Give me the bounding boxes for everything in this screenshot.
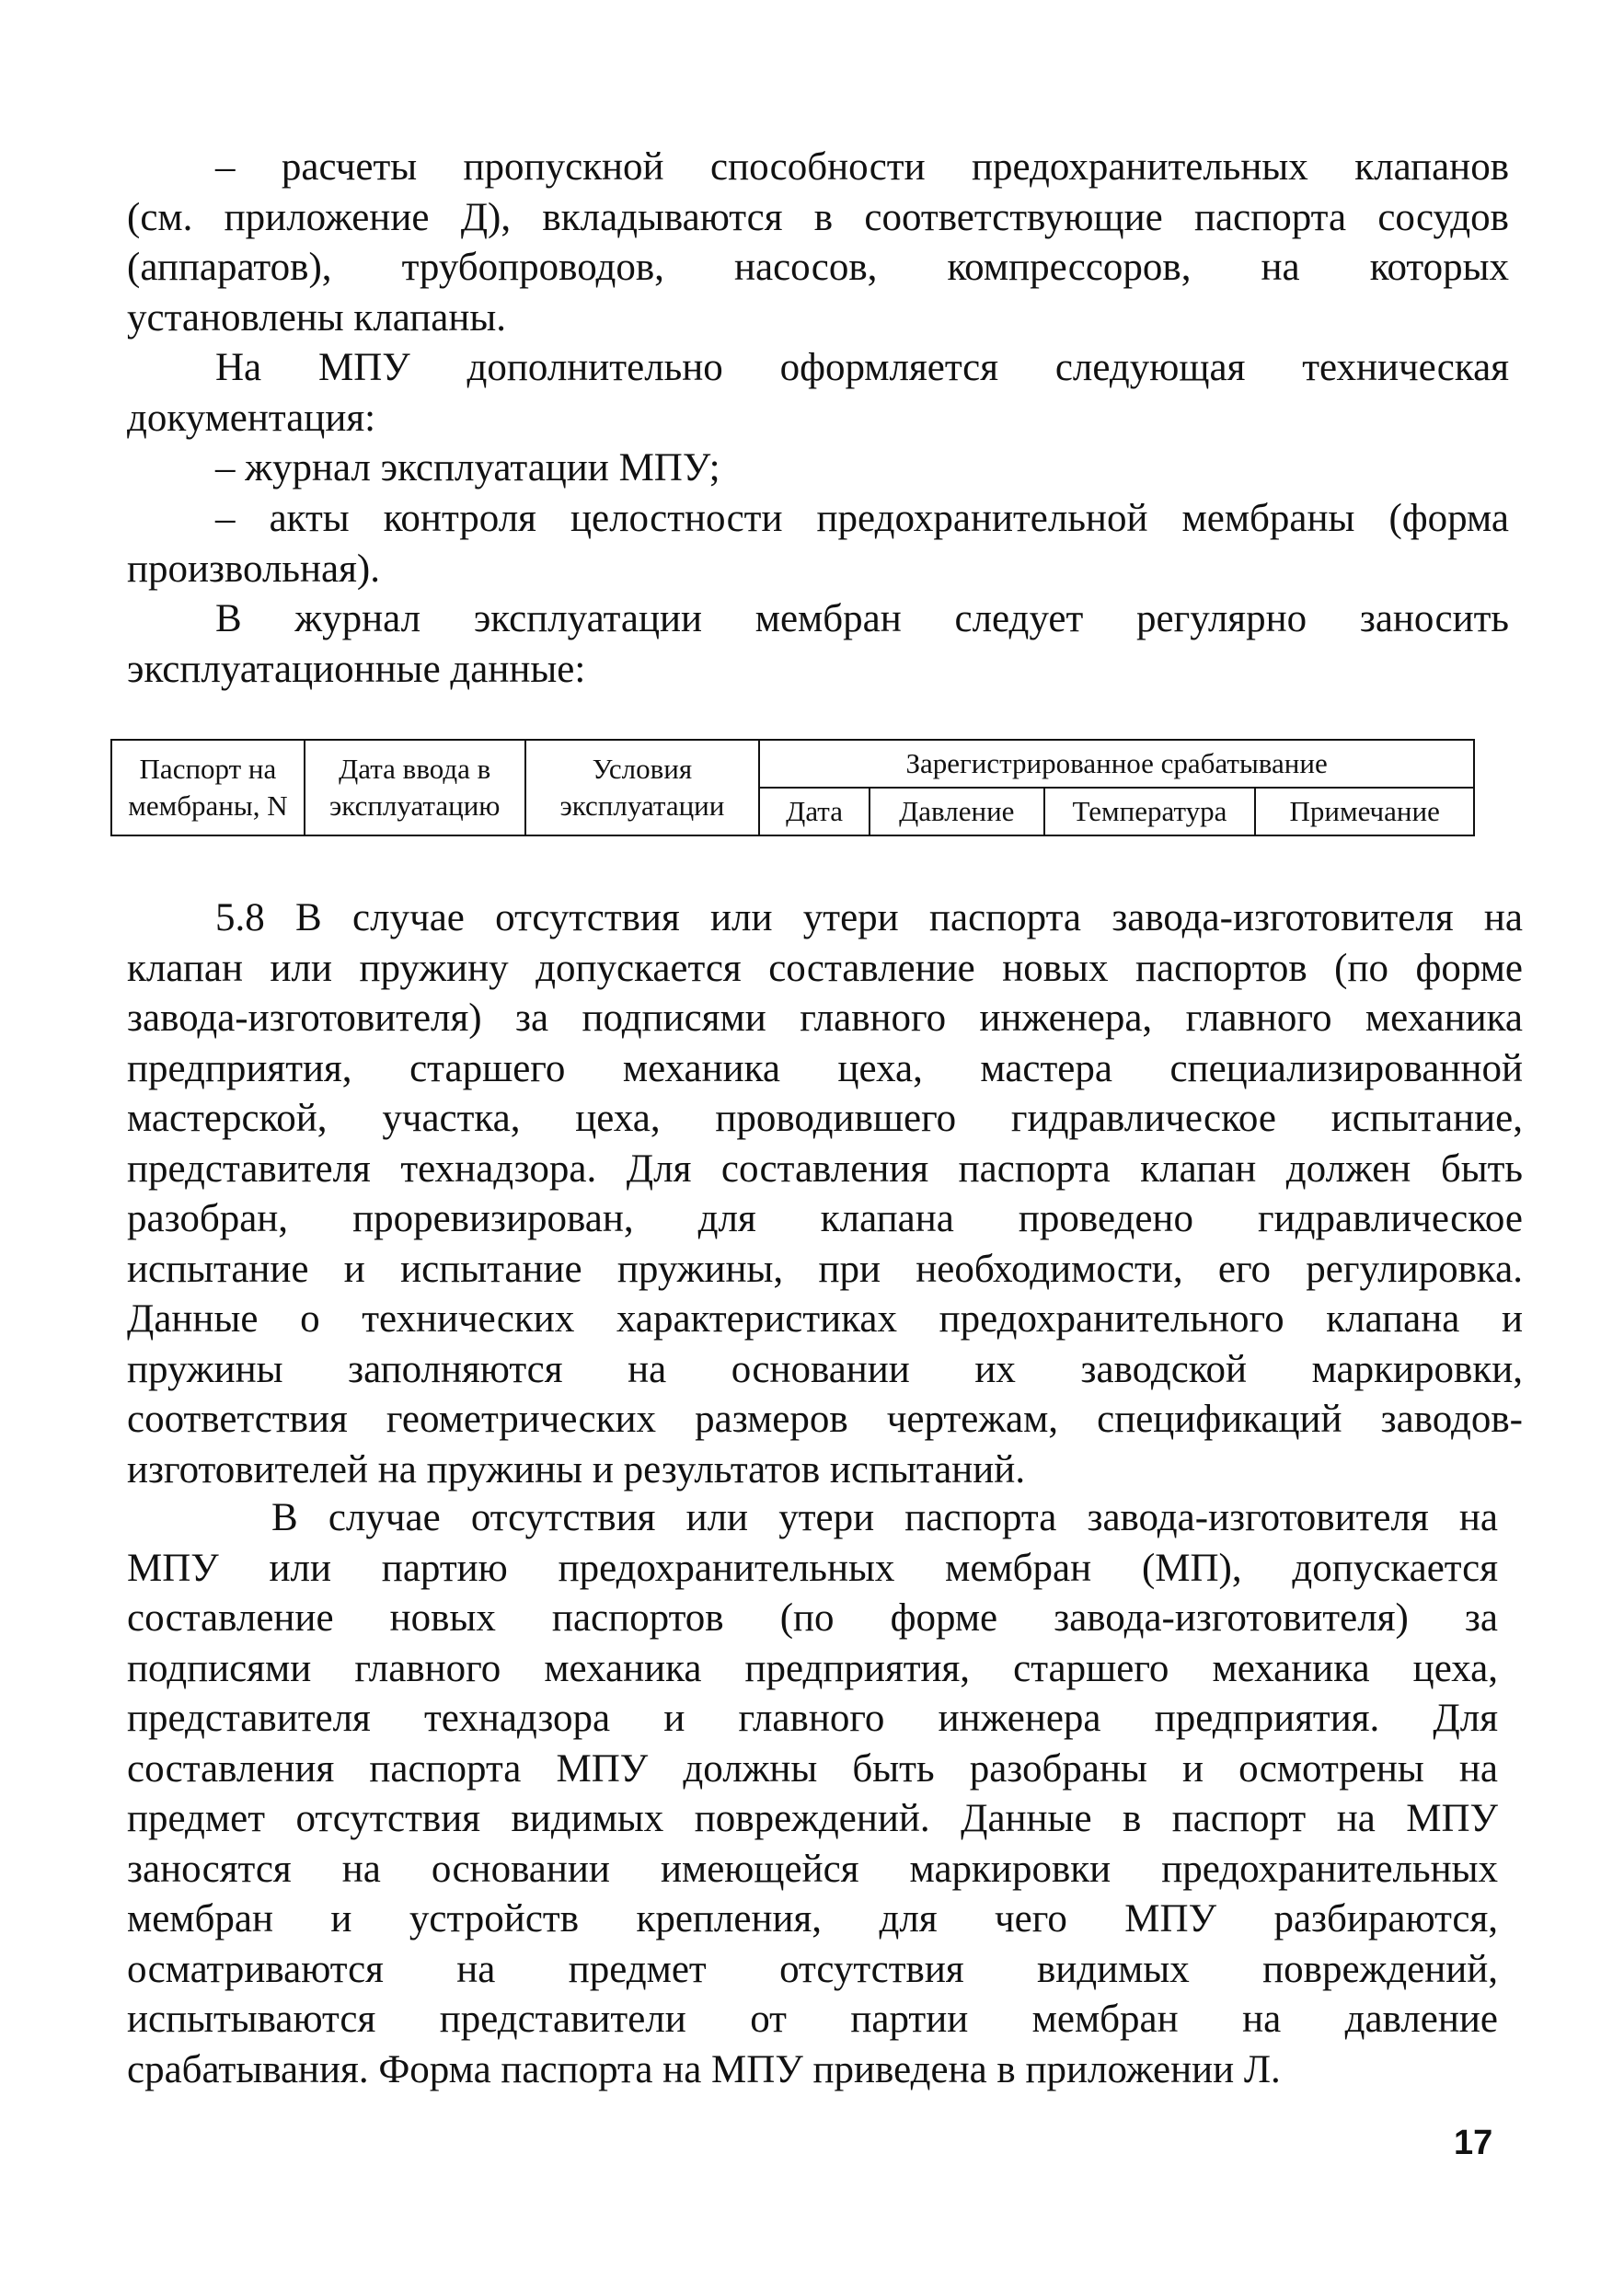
text-line: осматриваются на предмет отсутствия видимых повреждений,: [127, 1947, 1498, 1991]
text-line: 5.8 В случае отсутствия или утери паспорта завода-изготовителя на: [215, 896, 1523, 939]
text-line: мастерской, участка, цеха, проводившего гидравлическое испытание,: [127, 1097, 1523, 1140]
header-line: Условия: [592, 753, 693, 785]
text-line: Данные о технических характеристиках предохранительного клапана и: [127, 1297, 1523, 1341]
text-line: МПУ или партию предохранительных мембран (МП), допускается: [127, 1546, 1498, 1590]
header-line: Паспорт на: [139, 753, 277, 785]
table-header-registered-trigger: Зарегистрированное срабатывание: [759, 740, 1474, 788]
text-line: произвольная).: [127, 547, 380, 591]
text-line: составление новых паспортов (по форме завода-изготовителя) за: [127, 1596, 1498, 1640]
text-line: разобран, проревизирован, для клапана проведено гидравлическое: [127, 1197, 1523, 1240]
membrane-log-table: [110, 739, 1475, 836]
list-item-operation-log: [127, 443, 1509, 494]
table-header-conditions: [525, 740, 760, 835]
text-line: – акты контроля целостности предохранительной мембраны (форма: [215, 497, 1509, 540]
text-line: представителя технадзора и главного инженера предприятия. Для: [127, 1697, 1498, 1740]
text-line: эксплуатационные данные:: [127, 647, 586, 691]
text-line: установлены клапаны.: [127, 295, 507, 340]
text-line: испытываются представители от партии мембран на давление: [127, 1998, 1498, 2041]
text-line: (см. приложение Д), вкладываются в соответствующие паспорта сосудов: [127, 195, 1509, 239]
text-line: испытание и испытание пружины, при необходимости, его регулировка.: [127, 1247, 1523, 1291]
text-line: – расчеты пропускной способности предохранительных клапанов: [215, 145, 1509, 189]
paragraph-valve-calculations: [127, 143, 1509, 343]
table-header-date-start: [305, 740, 525, 835]
page-number: 17: [1454, 2124, 1493, 2162]
text-line: предприятия, старшего механика цеха, мастера специализированной: [127, 1046, 1523, 1090]
text-line: заносятся на основании имеющейся маркировки предохранительных: [127, 1847, 1498, 1891]
table-subheader-temperature: Температура: [1044, 788, 1256, 835]
text-line: В журнал эксплуатации мембран следует регулярно заносить: [215, 597, 1509, 640]
paragraph-5-8: [127, 893, 1523, 1495]
text-line: клапан или пружину допускается составление новых паспортов (по форме: [127, 946, 1523, 990]
list-item-integrity-acts: [127, 494, 1509, 594]
text-line: подписями главного механика предприятия, старшего механика цеха,: [127, 1646, 1498, 1690]
header-line: эксплуатации: [559, 789, 725, 822]
header-line: Дата ввода в: [339, 753, 491, 785]
paragraph-log-entries: [127, 594, 1509, 695]
header-line: мембраны, N: [128, 789, 288, 822]
text-line: срабатывания. Форма паспорта на МПУ приведена в приложении Л.: [127, 2047, 1281, 2091]
table-subheader-note: Примечание: [1255, 788, 1474, 835]
text-line: пружины заполняются на основании их заводской маркировки,: [127, 1347, 1523, 1391]
table-header-passport: [111, 740, 305, 835]
table-subheader-pressure: Давление: [870, 788, 1044, 835]
text-line: В случае отсутствия или утери паспорта завода-изготовителя на: [271, 1496, 1498, 1539]
text-line: документация:: [127, 396, 376, 440]
header-line: эксплуатацию: [328, 789, 501, 822]
text-line: завода-изготовителя) за подписями главного инженера, главного механика: [127, 996, 1523, 1040]
text-line: (аппаратов), трубопроводов, насосов, компрессоров, на которых: [127, 246, 1509, 289]
paragraph-additional-docs: [127, 343, 1509, 443]
text-line: соответствия геометрических размеров чертежам, спецификаций заводов-: [127, 1398, 1523, 1441]
paragraph-mpu-passport: [127, 1493, 1498, 2095]
text-line: мембран и устройств крепления, для чего МПУ разбираются,: [127, 1897, 1498, 1941]
text-line: – журнал эксплуатации МПУ;: [215, 446, 720, 489]
table-subheader-date: Дата: [759, 788, 870, 835]
text-line: изготовителей на пружины и результатов испытаний.: [127, 1447, 1026, 1492]
text-line: предмет отсутствия видимых повреждений. Данные в паспорт на МПУ: [127, 1797, 1498, 1840]
text-line: представителя технадзора. Для составления паспорта клапан должен быть: [127, 1146, 1523, 1191]
text-line: На МПУ дополнительно оформляется следующая техническая: [215, 346, 1509, 389]
text-line: составления паспорта МПУ должны быть разобраны и осмотрены на: [127, 1746, 1498, 1791]
